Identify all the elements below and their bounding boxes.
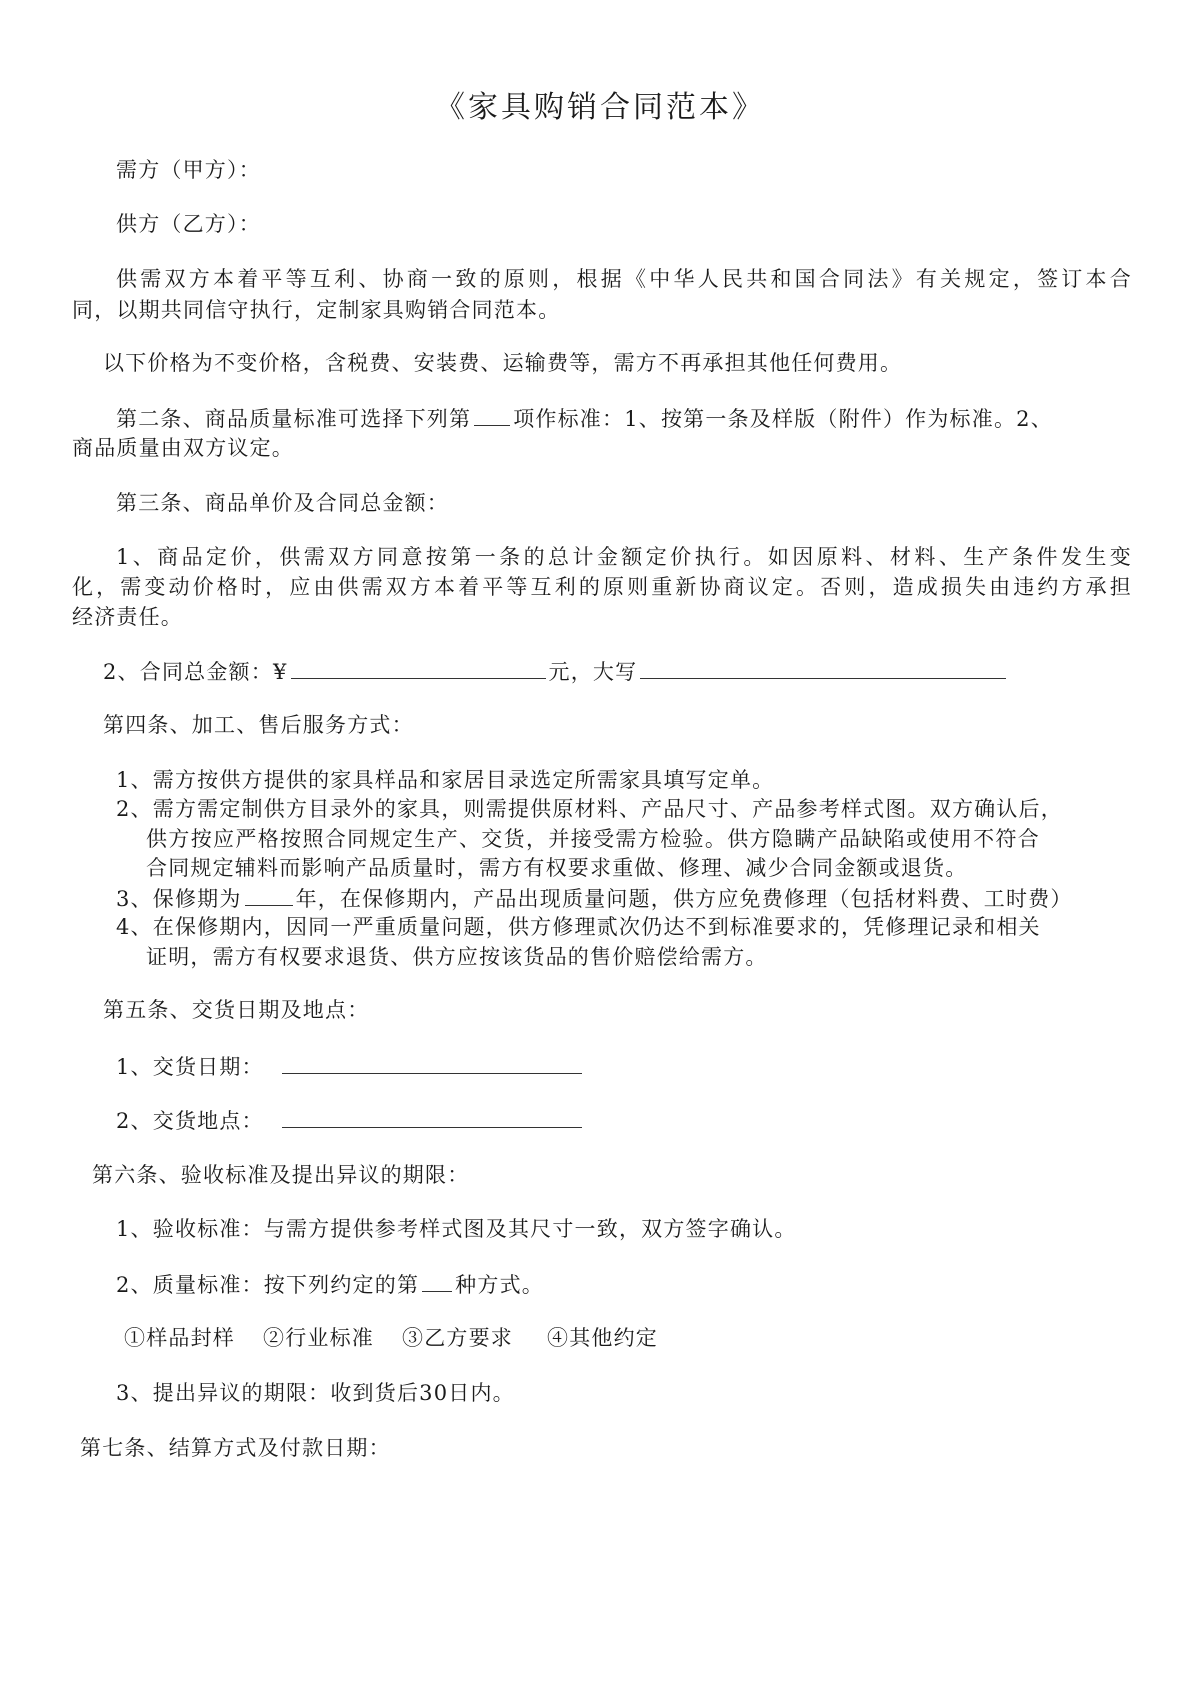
article4-item4-line-1: 4、在保修期内，因同一严重质量问题，供方修理贰次仍达不到标准要求的，凭修理记录和相关 <box>116 915 1041 939</box>
option-other-agreement: ④其他约定 <box>547 1326 658 1350</box>
article2-text-a: 第二条、商品质量标准可选择下列第 <box>116 407 472 431</box>
price-note: 以下价格为不变价格，含税费、安装费、运输费等，需方不再承担其他任何费用。 <box>103 351 903 375</box>
delivery-date-row <box>116 1051 585 1082</box>
document-title: 《家具购销合同范本》 <box>435 90 765 125</box>
amount-in-words-blank[interactable] <box>640 656 1006 679</box>
option-industry-standard: ②行业标准 <box>263 1326 374 1350</box>
article4-item4-line-2: 证明，需方有权要求退货、供方应按该货品的售价赔偿给需方。 <box>146 945 768 969</box>
article2-line-2: 商品质量由双方议定。 <box>72 436 294 460</box>
quality-options <box>124 1323 686 1353</box>
article6-item2 <box>116 1269 544 1300</box>
article5-heading: 第五条、交货日期及地点： <box>103 998 370 1022</box>
party-b-label: 供方（乙方）： <box>116 212 261 236</box>
article2-text-b: 项作标准：1、按第一条及样版（附件）作为标准。2、 <box>513 407 1053 431</box>
warranty-text: 年，在保修期内，产品出现质量问题，供方应免费修理（包括材料费、工时费） <box>295 887 1073 911</box>
delivery-place-row <box>116 1105 585 1136</box>
quality-standard-suffix: 种方式。 <box>455 1273 544 1297</box>
option-party-b-request: ③乙方要求 <box>402 1326 513 1350</box>
total-amount-label: 2、合同总金额：¥ <box>103 660 288 684</box>
quality-standard-label: 2、质量标准：按下列约定的第 <box>116 1273 420 1297</box>
article3-item1-line-1: 1、商品定价，供需双方同意按第一条的总计金额定价执行。如因原料、材料、生产条件发生变 <box>116 545 1132 569</box>
article4-item2-line-1: 2、需方需定制供方目录外的家具，则需提供原材料、产品尺寸、产品参考样式图。双方确认后， <box>116 797 1063 821</box>
quality-option-blank[interactable] <box>422 1269 452 1292</box>
article4-heading: 第四条、加工、售后服务方式： <box>103 713 414 737</box>
total-amount-blank[interactable] <box>291 656 546 679</box>
article4-item2-line-3: 合同规定辅料而影响产品质量时，需方有权要求重做、修理、减少合同金额或退货。 <box>146 856 968 880</box>
article6-heading: 第六条、验收标准及提出异议的期限： <box>92 1163 470 1187</box>
article3-item1-line-2: 化，需变动价格时，应由供需双方本着平等互利的原则重新协商议定。否则，造成损失由违约方承担 <box>72 575 1132 599</box>
article3-item1-line-3: 经济责任。 <box>72 605 183 629</box>
article7-heading: 第七条、结算方式及付款日期： <box>80 1436 391 1460</box>
article3-item2 <box>103 656 1009 687</box>
article6-item3: 3、提出异议的期限：收到货后30日内。 <box>116 1381 515 1405</box>
delivery-date-blank[interactable] <box>282 1051 582 1074</box>
warranty-years-blank[interactable] <box>245 883 293 906</box>
article4-item2-line-2: 供方按应严格按照合同规定生产、交货，并接受需方检验。供方隐瞒产品缺陷或使用不符合 <box>146 827 1040 851</box>
article6-item1: 1、验收标准：与需方提供参考样式图及其尺寸一致，双方签字确认。 <box>116 1217 797 1241</box>
amount-in-words-label: 元，大写 <box>548 660 638 684</box>
intro-line-1: 供需双方本着平等互利、协商一致的原则，根据《中华人民共和国合同法》有关规定，签订本合 <box>116 267 1132 291</box>
article2-line-1 <box>116 403 1053 434</box>
article4-item3 <box>116 883 1073 914</box>
article4-item1: 1、需方按供方提供的家具样品和家居目录选定所需家具填写定单。 <box>116 768 775 792</box>
article2-item-blank[interactable] <box>474 403 510 426</box>
delivery-place-label: 2、交货地点： <box>116 1109 264 1133</box>
intro-line-2: 同，以期共同信守执行，定制家具购销合同范本。 <box>72 298 561 322</box>
delivery-date-label: 1、交货日期： <box>116 1055 264 1079</box>
article3-heading: 第三条、商品单价及合同总金额： <box>116 491 449 515</box>
party-a-label: 需方（甲方）： <box>116 158 261 182</box>
option-sample-seal: ①样品封样 <box>124 1326 235 1350</box>
warranty-label: 3、保修期为 <box>116 887 242 911</box>
delivery-place-blank[interactable] <box>282 1105 582 1128</box>
